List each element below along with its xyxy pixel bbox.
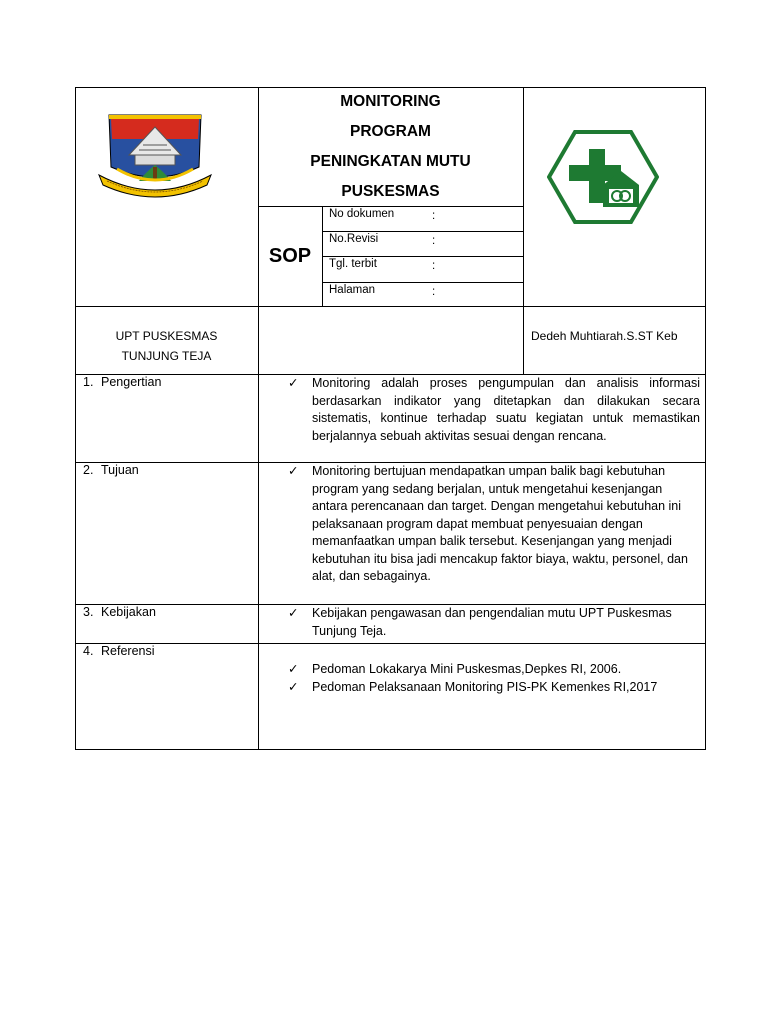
signer-name: Dedeh Muhtiarah.S.ST Keb — [531, 329, 678, 343]
section-number: 4. — [83, 644, 94, 658]
item-text: Monitoring adalah proses pengumpulan dan analisis informasi berdasarkan indikator yang ditetapkan dan dilakukan secara sistematis, kontinue terhadap suatu kegiatan untuk memastikan berjalannya sebuah aktivitas sesuai dengan rencana. — [312, 376, 700, 443]
section-label-referensi — [83, 644, 155, 658]
checkmark-icon: ✓ — [288, 606, 299, 620]
item-text: Monitoring bertujuan mendapatkan umpan balik bagi kebutuhan program yang sedang berjalan, untuk mengetahui kesenjangan antara perencanaan dan target. Dengan mengetahui kebutuhan ini pelaksanaan program dapat membuat penyesuaian dengan memanfaatkan umpan balik tersebut. Kesenjangan yang menjadi kebutuhan itu bisa jadi mencakup faktor biaya, waktu, personel, dan alat, dan sebagainya. — [312, 464, 688, 583]
item-text: Pedoman Pelaksanaan Monitoring PIS-PK Kemenkes RI,2017 — [312, 680, 658, 694]
meta-colon: : — [432, 235, 436, 247]
sop-label: SOP — [268, 244, 312, 267]
section-number: 1. — [83, 375, 94, 389]
puskesmas-logo-icon — [547, 129, 659, 225]
meta-label: No dokumen — [329, 208, 395, 220]
checkmark-icon: ✓ — [288, 376, 299, 390]
section-title: Tujuan — [101, 463, 139, 477]
org-line: UPT PUSKESMAS — [115, 329, 218, 343]
meta-colon: : — [432, 286, 436, 298]
meta-row-document-number — [322, 206, 523, 231]
meta-label: Tgl. terbit — [329, 258, 377, 270]
divider — [75, 643, 706, 644]
meta-label: No.Revisi — [329, 233, 379, 245]
list-item — [288, 605, 700, 640]
list-item — [288, 679, 700, 697]
item-text: Kebijakan pengawasan dan pengendalian mutu UPT Puskesmas Tunjung Teja. — [312, 606, 672, 638]
organization-name — [75, 306, 258, 374]
title-line: PENINGKATAN MUTU — [310, 152, 471, 170]
meta-colon: : — [432, 260, 436, 272]
section-label-kebijakan — [83, 605, 156, 619]
item-text: Pedoman Lokakarya Mini Puskesmas,Depkes RI, 2006. — [312, 662, 622, 676]
list-item — [288, 375, 700, 445]
title-line: MONITORING — [340, 92, 441, 110]
meta-row-page — [322, 282, 523, 307]
meta-colon: : — [432, 210, 436, 222]
regional-emblem-icon — [95, 109, 215, 201]
section-title: Pengertian — [101, 375, 162, 389]
checkmark-icon: ✓ — [288, 680, 299, 694]
section-title: Referensi — [101, 644, 155, 658]
section-label-pengertian — [83, 375, 161, 389]
document-title — [258, 87, 523, 206]
meta-label: Halaman — [329, 284, 376, 296]
list-item — [288, 661, 700, 679]
sop-document — [75, 87, 706, 750]
section-number: 2. — [83, 463, 94, 477]
title-line: PROGRAM — [350, 122, 431, 140]
section-number: 3. — [83, 605, 94, 619]
checkmark-icon: ✓ — [288, 464, 299, 478]
org-line: TUNJUNG TEJA — [121, 349, 212, 363]
section-label-tujuan — [83, 463, 139, 477]
title-line: PUSKESMAS — [341, 182, 440, 200]
checkmark-icon: ✓ — [288, 662, 299, 676]
meta-row-revision — [322, 231, 523, 256]
section-title: Kebijakan — [101, 605, 156, 619]
meta-row-issue-date — [322, 256, 523, 281]
list-item — [288, 463, 700, 586]
